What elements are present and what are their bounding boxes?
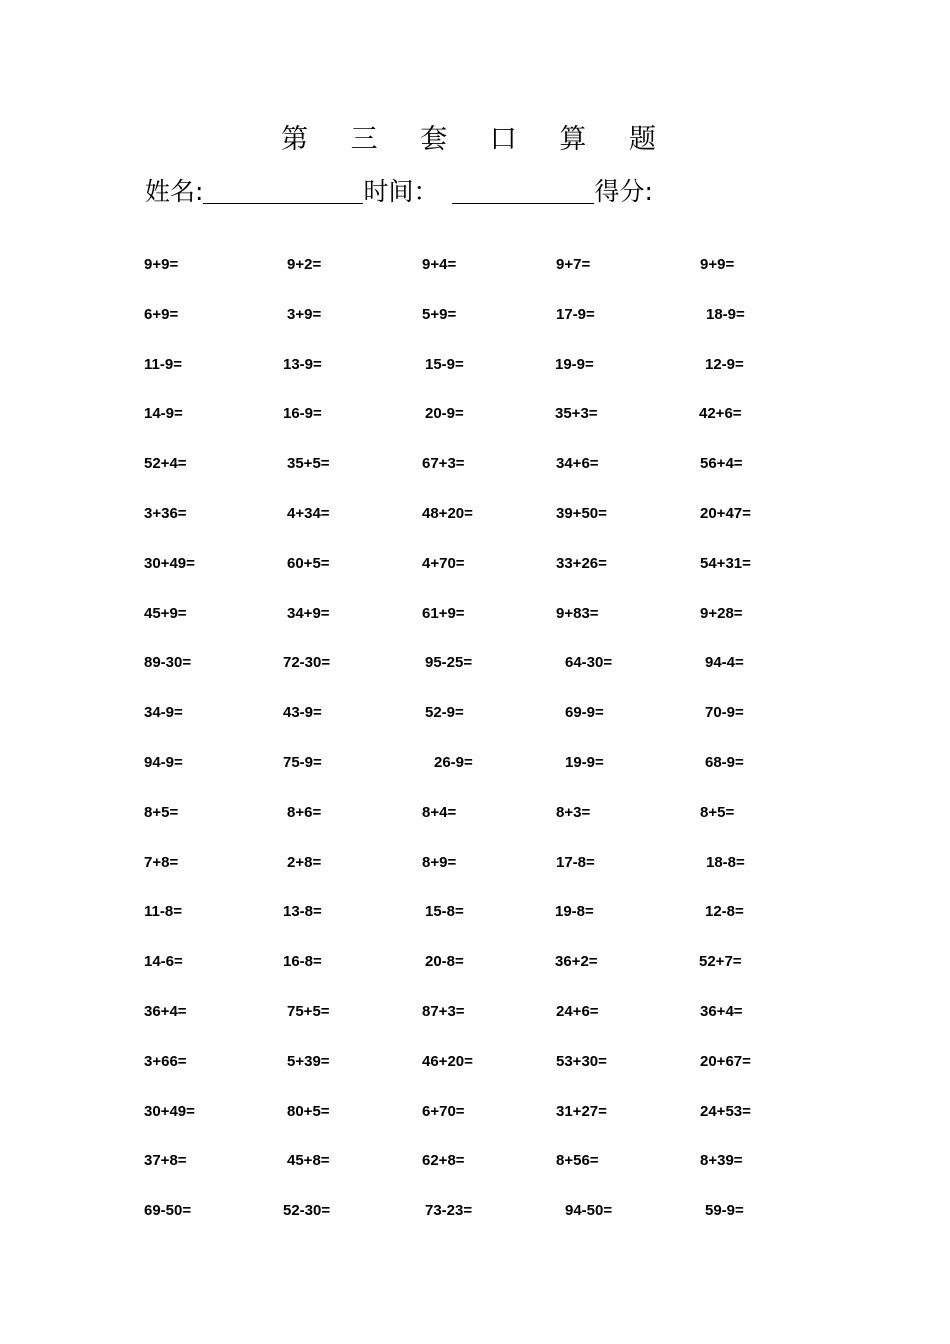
math-problem: 52-9= [425, 704, 464, 721]
math-problem: 60+5= [287, 555, 330, 572]
math-problem: 39+50= [556, 505, 607, 522]
math-problem: 69-50= [144, 1202, 192, 1219]
math-problem: 24+53= [700, 1103, 751, 1120]
math-problem: 8+9= [422, 854, 457, 871]
math-problem: 19-9= [555, 356, 594, 373]
math-problem: 52+7= [699, 953, 742, 970]
math-problem: 20+67= [700, 1053, 751, 1070]
math-problem: 16-8= [283, 953, 322, 970]
math-problem: 9+9= [700, 256, 735, 273]
math-problem: 34+9= [287, 605, 330, 622]
math-problem: 24+6= [556, 1003, 599, 1020]
math-problem: 13-9= [283, 356, 322, 373]
math-problem: 75+5= [287, 1003, 330, 1020]
math-problem: 54+31= [700, 555, 751, 572]
worksheet-title: 第 三 套 口 算 题 [281, 124, 673, 155]
math-problem: 33+26= [556, 555, 607, 572]
math-problem: 43-9= [283, 704, 322, 721]
time-label: 时间： [363, 177, 439, 206]
math-problem: 11-8= [144, 903, 182, 920]
math-problem: 61+9= [422, 605, 465, 622]
math-problem: 45+8= [287, 1152, 330, 1169]
math-problem: 36+4= [700, 1003, 743, 1020]
math-problem: 19-9= [565, 754, 604, 771]
math-problem: 59-9= [705, 1202, 744, 1219]
math-problem: 20+47= [700, 505, 751, 522]
math-problem: 14-6= [144, 953, 183, 970]
math-problem: 3+9= [287, 306, 322, 323]
math-problem: 8+56= [556, 1152, 599, 1169]
math-problem: 8+3= [556, 804, 591, 821]
math-problem: 89-30= [144, 654, 192, 671]
math-problem: 3+66= [144, 1053, 187, 1070]
math-problem: 36+4= [144, 1003, 187, 1020]
math-problem: 4+70= [422, 555, 465, 572]
math-problem: 95-25= [425, 654, 473, 671]
math-problem: 17-9= [556, 306, 595, 323]
math-problem: 12-8= [705, 903, 744, 920]
math-problem: 48+20= [422, 505, 473, 522]
math-problem: 8+6= [287, 804, 322, 821]
math-problem: 5+39= [287, 1053, 330, 1070]
math-problem: 67+3= [422, 455, 465, 472]
math-problem: 4+34= [287, 505, 330, 522]
math-problem: 20-8= [425, 953, 464, 970]
math-problem: 62+8= [422, 1152, 465, 1169]
math-problem: 30+49= [144, 1103, 195, 1120]
math-problem: 68-9= [705, 754, 744, 771]
math-problem: 9+9= [144, 256, 179, 273]
math-problem: 42+6= [699, 405, 742, 422]
math-problem: 70-9= [705, 704, 744, 721]
math-problem: 37+8= [144, 1152, 187, 1169]
name-label: 姓名: [145, 177, 204, 206]
math-problem: 18-9= [706, 306, 745, 323]
math-problem: 16-9= [283, 405, 322, 422]
math-problem: 53+30= [556, 1053, 607, 1070]
math-problem: 13-8= [283, 903, 322, 920]
math-problem: 69-9= [565, 704, 604, 721]
math-problem: 72-30= [283, 654, 331, 671]
math-problem: 19-8= [555, 903, 594, 920]
math-problem: 8+5= [144, 804, 179, 821]
math-problem: 36+2= [555, 953, 598, 970]
math-problem: 94-50= [565, 1202, 613, 1219]
math-problem: 35+5= [287, 455, 330, 472]
math-problem: 9+28= [700, 605, 743, 622]
math-problem: 8+4= [422, 804, 457, 821]
math-problem: 7+8= [144, 854, 179, 871]
math-problem: 34-9= [144, 704, 183, 721]
math-problem: 30+49= [144, 555, 195, 572]
math-problem: 9+7= [556, 256, 591, 273]
math-problem: 73-23= [425, 1202, 473, 1219]
score-label: 得分: [594, 177, 653, 206]
math-problem: 5+9= [422, 306, 457, 323]
math-problem: 15-8= [425, 903, 464, 920]
math-problem: 18-8= [706, 854, 745, 871]
math-problem: 6+70= [422, 1103, 465, 1120]
math-problem: 9+83= [556, 605, 599, 622]
math-problem: 14-9= [144, 405, 183, 422]
math-problem: 3+36= [144, 505, 187, 522]
math-problem: 8+39= [700, 1152, 743, 1169]
math-problem: 56+4= [700, 455, 743, 472]
math-problem: 20-9= [425, 405, 464, 422]
math-problem: 8+5= [700, 804, 735, 821]
math-problem: 6+9= [144, 306, 179, 323]
math-problem: 15-9= [425, 356, 464, 373]
math-problem: 80+5= [287, 1103, 330, 1120]
math-problem: 34+6= [556, 455, 599, 472]
math-problem: 52+4= [144, 455, 187, 472]
math-problem: 11-9= [144, 356, 182, 373]
math-problem: 45+9= [144, 605, 187, 622]
math-problem: 26-9= [434, 754, 473, 771]
math-problem: 9+4= [422, 256, 457, 273]
math-problem: 17-8= [556, 854, 595, 871]
math-problem: 9+2= [287, 256, 322, 273]
math-problem: 94-9= [144, 754, 183, 771]
math-problem: 46+20= [422, 1053, 473, 1070]
math-problem: 75-9= [283, 754, 322, 771]
math-problem: 52-30= [283, 1202, 331, 1219]
math-problem: 87+3= [422, 1003, 465, 1020]
math-problem: 64-30= [565, 654, 613, 671]
math-problem: 35+3= [555, 405, 598, 422]
math-problem: 31+27= [556, 1103, 607, 1120]
math-problem: 2+8= [287, 854, 322, 871]
math-problem: 12-9= [705, 356, 744, 373]
math-problem: 94-4= [705, 654, 744, 671]
